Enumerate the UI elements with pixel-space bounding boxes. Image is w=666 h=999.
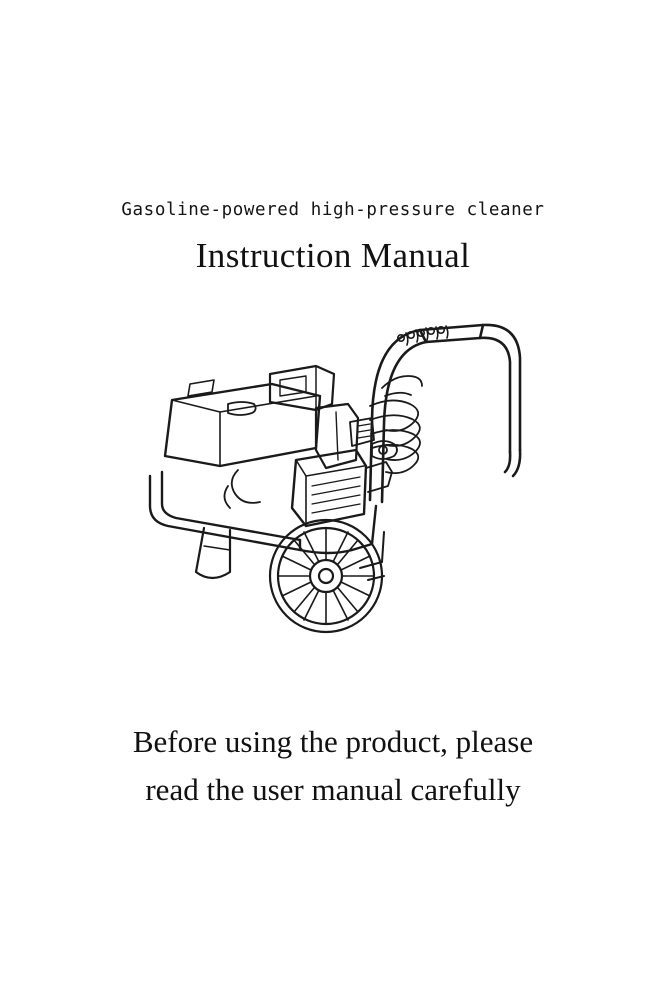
- product-subtitle: Gasoline-powered high-pressure cleaner: [121, 200, 545, 220]
- usage-notice: [0, 718, 666, 814]
- page-title: Instruction Manual: [195, 236, 471, 275]
- base-frame: [150, 472, 376, 553]
- usage-notice-line-2: read the user manual carefully: [145, 772, 521, 807]
- engine-body: [316, 404, 374, 468]
- handle-frame: [370, 325, 520, 502]
- wheel: [270, 520, 382, 632]
- usage-notice-line-1: Before using the product, please: [132, 724, 534, 759]
- engine-assembly: [165, 366, 334, 466]
- product-illustration: [120, 300, 550, 640]
